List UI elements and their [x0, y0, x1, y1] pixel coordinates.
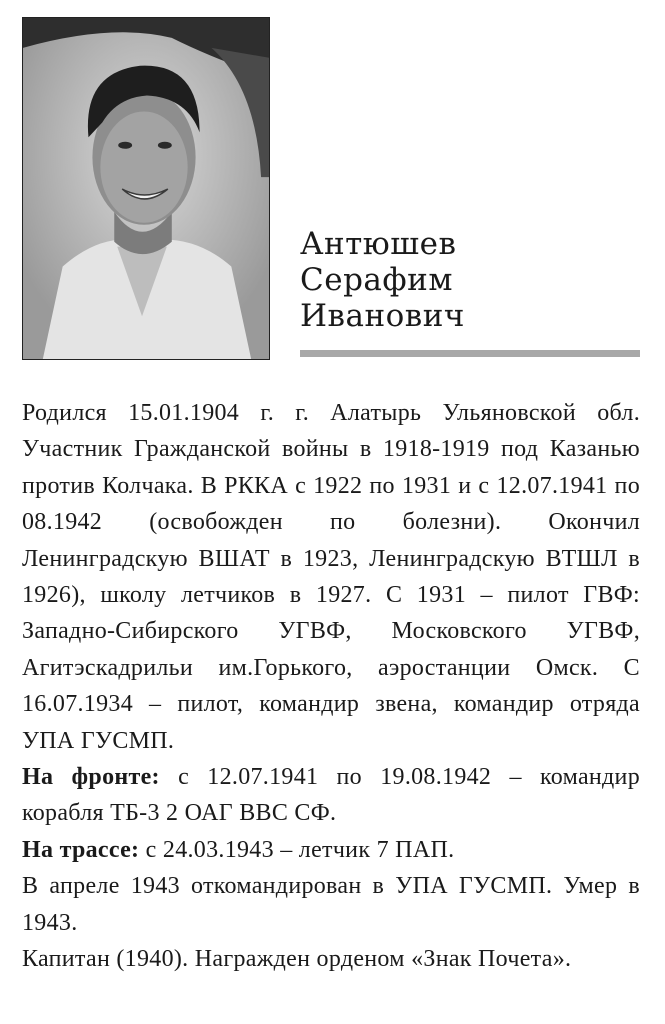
bio-paragraph-1: Родился 15.01.1904 г. г. Алатырь Ульяновской обл. Участник Гражданской войны в 1918-1919 под Казанью против Колчака. В РККА с 1922 по 1931 и с 12.07.1941 по 08.1942 (освобожден по болезни). Окончил Ленинградскую ВШАТ в 1923, Ленинградскую ВТШЛ в 1926), школу летчиков в 1927. С 1931 – пилот ГВФ: Западно-Сибирского УГВФ, Московского УГВФ, Агитэскадрильи им.Горького, аэростанции Омск. С 16.07.1934 – пилот, командир звена, командир отряда УПА ГУСМП. [22, 400, 640, 754]
portrait-icon [23, 18, 269, 359]
bio-paragraph-route [22, 832, 640, 868]
person-patronymic: Иванович [300, 298, 465, 334]
bio-paragraph-4: В апреле 1943 откомандирован в УПА ГУСМП. Умер в 1943. [22, 873, 640, 936]
name-divider [300, 350, 640, 357]
biography [22, 395, 640, 978]
bio-paragraph-5: Капитан (1940). Награжден орденом «Знак Почета». [22, 946, 572, 973]
front-label: На фронте: [22, 764, 160, 791]
portrait-photo [22, 17, 270, 360]
person-name [300, 226, 640, 334]
front-text: с 12.07.1941 по 19.08.1942 – командир корабля ТБ-3 2 ОАГ ВВС СФ. [22, 764, 640, 827]
route-text: с 24.03.1943 – летчик 7 ПАП. [139, 836, 455, 863]
route-label: На трассе: [22, 836, 140, 863]
person-given-name: Серафим [300, 262, 453, 298]
person-surname: Антюшев [300, 226, 457, 262]
bio-paragraph-front [22, 759, 640, 832]
